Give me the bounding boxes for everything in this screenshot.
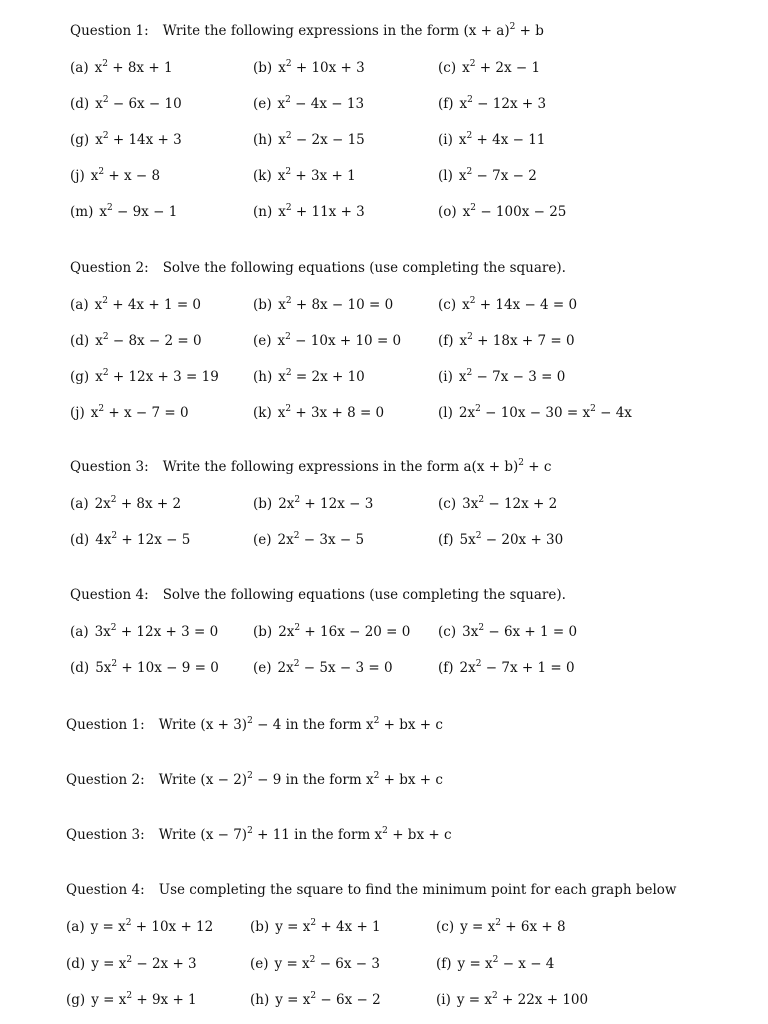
exercise-item: [250, 956, 380, 972]
question-label: Question 4:: [66, 882, 145, 898]
question-instruction: Use completing the square to find the minimum point for each graph below: [158, 882, 677, 898]
exercise-item: [70, 369, 219, 385]
exercise-item: [438, 297, 577, 313]
exercise-expression: $x^2 + 3x + 8 = 0$: [277, 404, 385, 421]
exercise-label: (c): [438, 496, 457, 512]
exercise-label: (m): [70, 204, 94, 220]
exercise-expression: $2x^2 - 5x - 3 = 0$: [277, 659, 393, 676]
exercise-item: [253, 60, 365, 76]
exercise-label: (e): [253, 333, 272, 349]
exercise-expression: $y = x^2 + 4x + 1$: [275, 918, 381, 935]
exercise-expression: $x^2 - 10x + 10 = 0$: [277, 332, 402, 349]
question-instruction: Write $(x - 2)^2 - 9$ in the form $x^2$ + bx + c: [158, 771, 443, 788]
exercise-label: (a): [70, 297, 89, 313]
exercise-expression: $x^2 - 12x + 3$: [459, 95, 547, 112]
exercise-item: [438, 60, 540, 76]
exercise-label: (d): [70, 532, 90, 548]
exercise-expression: $x^2 + 10x + 3$: [278, 59, 365, 76]
partA-question-2-heading: [70, 260, 566, 276]
exercise-expression: $y = x^2 - x - 4$: [457, 954, 555, 972]
partA-question-1-heading: [70, 23, 544, 39]
exercise-item: [253, 204, 365, 220]
exercise-expression: $x^2 + 8x + 1$: [94, 59, 173, 76]
exercise-expression: $x^2 + 14x - 4 = 0$: [462, 296, 578, 313]
exercise-label: (i): [438, 132, 453, 148]
question-label: Question 3:: [66, 827, 145, 843]
exercise-item: [66, 919, 213, 935]
exercise-label: (a): [70, 624, 89, 640]
question-instruction: Write $(x - 7)^2 + 11$ in the form $x^2$ + bx + c: [158, 826, 452, 843]
exercise-expression: $5x^2 + 10x - 9 = 0$: [95, 659, 219, 676]
question-label: Question 1:: [70, 23, 149, 39]
exercise-item: [253, 496, 373, 512]
question-instruction: Solve the following equations (use completing the square).: [162, 260, 566, 276]
exercise-label: (c): [438, 624, 457, 640]
exercise-label: (e): [250, 955, 269, 972]
exercise-item: [250, 919, 381, 935]
exercise-item: [436, 956, 554, 972]
exercise-expression: $2x^2 - 7x + 1 = 0$: [459, 659, 575, 676]
question-instruction: Write the following expressions in the form $a(x + b)^2 + c$: [162, 458, 552, 475]
exercise-expression: $x^2 + 11x + 3$: [278, 203, 365, 220]
exercise-item: [70, 532, 190, 548]
question-label: Question 1:: [66, 717, 145, 733]
exercise-label: (i): [436, 992, 451, 1008]
exercise-label: (f): [436, 955, 452, 972]
exercise-item: [253, 369, 365, 385]
exercise-expression: $x^2 + 18x + 7 = 0$: [459, 332, 575, 349]
partB-question-4-heading: [66, 882, 676, 898]
exercise-item: [253, 168, 356, 184]
exercise-expression: $x^2 = 2x + 10$: [278, 368, 365, 385]
exercise-expression: $2x^2 + 12x - 3$: [278, 495, 374, 512]
exercise-label: (h): [253, 132, 273, 148]
exercise-item: [438, 333, 575, 349]
exercise-label: (b): [253, 496, 273, 512]
exercise-item: [70, 204, 177, 220]
exercise-expression: $3x^2 - 12x + 2$: [462, 495, 558, 512]
question-instruction: Write the following expressions in the form $(x + a)^2 + b$: [162, 22, 544, 39]
exercise-expression: $x^2 - 2x - 15$: [278, 131, 365, 148]
question-label: Question 2:: [70, 260, 149, 276]
exercise-expression: $3x^2 + 12x + 3 = 0$: [94, 623, 219, 640]
exercise-item: [70, 660, 219, 676]
question-instruction: Solve the following equations (use completing the square).: [162, 587, 566, 603]
exercise-expression: $y = x^2 - 2x + 3$: [91, 954, 197, 972]
exercise-label: (d): [70, 660, 90, 676]
exercise-label: (o): [438, 204, 457, 220]
exercise-expression: $x^2 - 8x - 2 = 0$: [95, 332, 202, 349]
exercise-expression: $4x^2 + 12x - 5$: [95, 531, 191, 548]
exercise-label: (f): [438, 96, 454, 112]
exercise-item: [438, 204, 566, 220]
exercise-item: [438, 624, 577, 640]
exercise-label: (k): [253, 405, 272, 421]
question-instruction: Write $(x + 3)^2 - 4$ in the form $x^2$ + bx + c: [158, 716, 443, 733]
exercise-expression: $x^2 + 4x + 1 = 0$: [94, 296, 202, 313]
question-label: Question 4:: [70, 587, 149, 603]
exercise-label: (f): [438, 532, 454, 548]
exercise-label: (d): [70, 96, 90, 112]
question-label: Question 2:: [66, 772, 145, 788]
exercise-item: [253, 297, 393, 313]
exercise-item: [70, 333, 202, 349]
exercise-expression: $2x^2 - 10x - 30 = x^2 - 4x$: [458, 404, 632, 421]
exercise-label: (a): [70, 60, 89, 76]
exercise-label: (e): [253, 660, 272, 676]
exercise-expression: $y = x^2 + 6x + 8$: [460, 918, 566, 935]
exercise-expression: $x^2 - 4x - 13$: [277, 95, 365, 112]
exercise-expression: $x^2 - 9x - 1$: [99, 203, 178, 220]
exercise-item: [438, 168, 537, 184]
exercise-item: [70, 496, 181, 512]
exercise-item: [436, 919, 566, 935]
exercise-item: [253, 405, 384, 421]
exercise-label: (a): [70, 496, 89, 512]
exercise-label: (k): [253, 168, 272, 184]
exercise-expression: $x^2 + x - 7 = 0$: [90, 404, 189, 421]
exercise-expression: $x^2 + 3x + 1$: [277, 167, 356, 184]
exercise-label: (j): [70, 405, 85, 421]
exercise-label: (c): [438, 60, 457, 76]
exercise-expression: $2x^2 - 3x - 5$: [277, 531, 365, 548]
exercise-item: [70, 168, 160, 184]
exercise-item: [438, 496, 557, 512]
exercise-label: (b): [253, 60, 273, 76]
exercise-label: (c): [436, 919, 455, 935]
exercise-label: (f): [438, 333, 454, 349]
question-label: Question 3:: [70, 459, 149, 475]
exercise-expression: $y = x^2 - 6x - 2$: [275, 991, 381, 1008]
exercise-label: (d): [66, 955, 86, 972]
exercise-expression: $x^2 - 7x - 3 = 0$: [458, 368, 566, 385]
exercise-item: [436, 992, 588, 1008]
exercise-expression: $x^2 + 8x - 10 = 0$: [278, 296, 394, 313]
exercise-label: (l): [438, 168, 453, 184]
exercise-expression: $x^2 - 100x - 25$: [462, 203, 567, 220]
exercise-item: [253, 96, 364, 112]
partA-question-3-heading: [70, 459, 551, 475]
exercise-expression: $x^2 + 14x + 3$: [95, 131, 182, 148]
exercise-item: [253, 132, 365, 148]
exercise-label: (j): [70, 168, 85, 184]
exercise-expression: $x^2 + 12x + 3 = 19$: [95, 368, 219, 385]
exercise-label: (a): [66, 919, 85, 935]
partB-question-3-heading: [66, 827, 452, 843]
exercise-label: (h): [253, 369, 273, 385]
exercise-label: (l): [438, 405, 453, 421]
exercise-label: (n): [253, 204, 273, 220]
exercise-label: (b): [253, 624, 273, 640]
exercise-expression: $y = x^2 + 22x + 100$: [456, 991, 589, 1008]
exercise-label: (c): [438, 297, 457, 313]
exercise-item: [438, 96, 546, 112]
exercise-expression: $y = x^2 - 6x - 3$: [274, 954, 380, 972]
partB-question-2-heading: [66, 772, 443, 788]
exercise-item: [438, 532, 563, 548]
exercise-item: [70, 60, 173, 76]
exercise-label: (g): [70, 369, 90, 385]
exercise-expression: $x^2 - 7x - 2$: [458, 167, 537, 184]
exercise-expression: $2x^2 + 16x - 20 = 0$: [278, 623, 411, 640]
exercise-label: (b): [253, 297, 273, 313]
exercise-item: [253, 624, 410, 640]
exercise-expression: $x^2 - 6x - 10$: [95, 95, 182, 112]
exercise-item: [66, 956, 197, 972]
exercise-label: (d): [70, 333, 90, 349]
exercise-item: [70, 624, 218, 640]
exercise-label: (g): [66, 992, 86, 1008]
exercise-label: (e): [253, 96, 272, 112]
exercise-label: (g): [70, 132, 90, 148]
exercise-item: [253, 333, 401, 349]
exercise-item: [70, 132, 182, 148]
exercise-expression: $x^2 + x - 8$: [90, 167, 161, 184]
exercise-expression: $3x^2 - 6x + 1 = 0$: [462, 623, 578, 640]
exercise-item: [66, 992, 197, 1008]
exercise-label: (b): [250, 919, 270, 935]
exercise-expression: $y = x^2 + 10x + 12$: [90, 918, 214, 935]
exercise-expression: $y = x^2 + 9x + 1$: [91, 991, 197, 1008]
exercise-item: [70, 405, 189, 421]
exercise-label: (e): [253, 532, 272, 548]
exercise-label: (h): [250, 992, 270, 1008]
exercise-item: [438, 132, 545, 148]
partA-question-4-heading: [70, 587, 566, 603]
exercise-item: [438, 660, 575, 676]
exercise-item: [250, 992, 381, 1008]
exercise-expression: $x^2 + 2x - 1$: [462, 59, 541, 76]
exercise-label: (f): [438, 660, 454, 676]
exercise-expression: $2x^2 + 8x + 2$: [94, 495, 182, 512]
exercise-item: [253, 660, 393, 676]
partB-question-1-heading: [66, 717, 443, 733]
exercise-label: (i): [438, 369, 453, 385]
exercise-item: [253, 532, 364, 548]
exercise-item: [438, 405, 632, 421]
exercise-item: [70, 297, 201, 313]
exercise-expression: $5x^2 - 20x + 30$: [459, 531, 564, 548]
exercise-item: [438, 369, 565, 385]
exercise-item: [70, 96, 182, 112]
exercise-expression: $x^2 + 4x - 11$: [458, 131, 546, 148]
